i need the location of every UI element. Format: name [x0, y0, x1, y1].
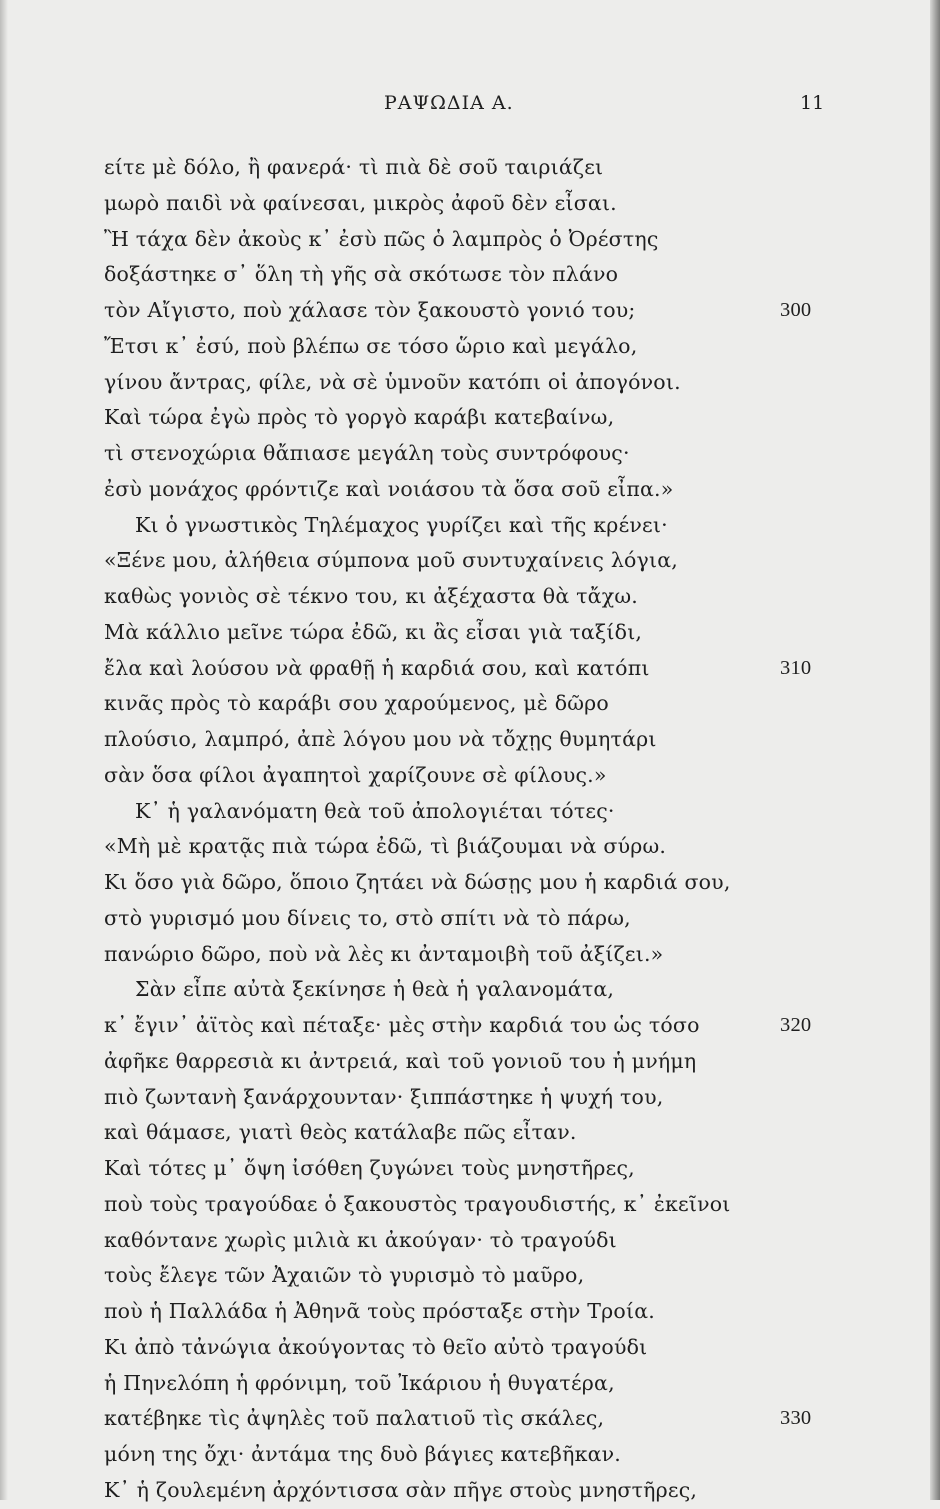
verse-line: [104, 1008, 824, 1044]
verse-line: [104, 1223, 824, 1259]
verse-line: [104, 865, 824, 901]
verse-text: Κι ὁ γνωστικὸς Τηλέμαχος γυρίζει καὶ τῆς κρένει·: [135, 512, 668, 537]
page-number: 11: [800, 92, 825, 114]
verse-text: ποὺ τοὺς τραγούδαε ὁ ξακουστὸς τραγουδιστής, κ᾿ ἐκεῖνοι: [104, 1191, 731, 1216]
verse-line: [104, 1294, 824, 1330]
verse-text: τὶ στενοχώρια θἄπιασε μεγάλη τοὺς συντρόφους·: [104, 441, 630, 465]
verse-line: [104, 1115, 824, 1151]
verse-text: Μὰ κάλλιο μεῖνε τώρα ἐδῶ, κι ἂς εἶσαι γιὰ ταξίδι,: [104, 619, 643, 644]
verse-line-number: 330: [780, 1407, 812, 1430]
verse-line: [104, 472, 824, 508]
page-header: [0, 92, 940, 122]
verse-text: Κ᾿ ἡ ζουλεμένη ἀρχόντισσα σὰν πῆγε στοὺς μνηστῆρες,: [104, 1477, 698, 1502]
verse-text: ἔλα καὶ λούσου νὰ φραθῇ ἡ καρδιά σου, καὶ κατόπι: [104, 655, 650, 680]
verse-line: [104, 150, 824, 186]
verse-line-number: 310: [780, 656, 812, 679]
verse-line: [104, 1044, 824, 1080]
verse-line: [104, 257, 824, 293]
verse-text: ἀφῆκε θαρρεσιὰ κι ἀντρειά, καὶ τοῦ γονιοῦ του ἡ μνήμη: [104, 1048, 697, 1073]
verse-text: καθόντανε χωρὶς μιλιὰ κι ἀκούγαν· τὸ τραγούδι: [104, 1227, 617, 1252]
verse-line: [104, 186, 824, 222]
verse-text: «Ξένε μου, ἀλήθεια σύμπονα μοῦ συντυχαίνεις λόγια,: [104, 548, 679, 573]
verse-line: [104, 579, 824, 615]
verse-text: Καὶ τότες μ᾿ ὄψη ἰσόθεη ζυγώνει τοὺς μνηστῆρες,: [104, 1156, 635, 1180]
verse-line: [104, 686, 824, 722]
verse-line: [104, 1437, 824, 1473]
verse-line: [104, 937, 824, 973]
verse-line: [104, 615, 824, 651]
verse-text: μόνη της ὄχι· ἀντάμα της δυὸ βάγιες κατεβῆκαν.: [104, 1442, 622, 1466]
verse-line: [104, 651, 824, 687]
verse-text: Κ᾿ ἡ γαλανόματη θεὰ τοῦ ἀπολογιέται τότες·: [135, 798, 615, 823]
verse-text: Ἢ τάχα δὲν ἀκοὺς κ᾿ ἐσὺ πῶς ὁ λαμπρὸς ὁ Ὀρέστης: [104, 226, 659, 251]
verse-text: κατέβηκε τὶς ἀψηλὲς τοῦ παλατιοῦ τὶς σκάλες,: [104, 1406, 605, 1431]
verse-text: Ἔτσι κ᾿ ἐσύ, ποὺ βλέπω σε τόσο ὥριο καὶ μεγάλο,: [104, 333, 638, 358]
verse-line: [104, 222, 824, 258]
verse-line: [104, 1151, 824, 1187]
verse-line: [104, 508, 824, 544]
verse-line: [104, 1080, 824, 1116]
verse-line: [104, 543, 824, 579]
verse-text: γίνου ἄντρας, φίλε, νὰ σὲ ὑμνοῦν κατόπι οἱ ἀπογόνοι.: [104, 369, 681, 394]
verse-text: Σὰν εἶπε αὐτὰ ξεκίνησε ἡ θεὰ ἡ γαλανομάτα,: [135, 977, 615, 1002]
verse-text: Κι ὅσο γιὰ δῶρο, ὅποιο ζητάει νὰ δώσῃς μου ἡ καρδιά σου,: [104, 870, 731, 894]
verse-line: [104, 829, 824, 865]
verse-text: Καὶ τώρα ἐγὼ πρὸς τὸ γοργὸ καράβι κατεβαίνω,: [104, 405, 615, 430]
verse-line-number: 320: [780, 1014, 812, 1036]
verse-line: [104, 901, 824, 937]
verse-text: ἐσὺ μονάχος φρόντιζε καὶ νοιάσου τὰ ὅσα σοῦ εἶπα.»: [104, 476, 674, 501]
verse-line: [104, 758, 824, 794]
verse-line: [104, 794, 824, 830]
running-head: ΡΑΨΩΔΙΑ Α.: [384, 92, 514, 114]
verse-text: είτε μὲ δόλο, ἢ φανερά· τὶ πιὰ δὲ σοῦ ταιριάζει: [104, 155, 604, 179]
verse-text: δοξάστηκε σ᾿ ὅλη τὴ γῆς σὰ σκότωσε τὸν πλάνο: [104, 262, 619, 287]
page-left-edge-shadow: [0, 0, 8, 1500]
verse-text: κινᾶς πρὸς τὸ καράβι σου χαρούμενος, μὲ δῶρο: [104, 691, 609, 716]
verse-text: ποὺ ἡ Παλλάδα ἡ Ἀθηνᾶ τοὺς πρόσταξε στὴν Τροία.: [104, 1299, 655, 1323]
verse-text: Κι ἀπὸ τἀνώγια ἀκούγοντας τὸ θεῖο αὐτὸ τραγούδι: [104, 1334, 648, 1359]
poem-text-block: [104, 150, 824, 1509]
verse-text: καὶ θάμασε, γιατὶ θεὸς κατάλαβε πῶς εἶταν.: [104, 1120, 577, 1145]
verse-text: τοὺς ἔλεγε τῶν Ἀχαιῶν τὸ γυρισμὸ τὸ μαῦρο,: [104, 1263, 585, 1288]
verse-text: τὸν Αἴγιστο, ποὺ χάλασε τὸν ξακουστὸ γονιό του;: [104, 298, 636, 322]
verse-line: [104, 1401, 824, 1437]
verse-text: κ᾿ ἔγιν᾿ ἀϊτὸς καὶ πέταξε· μὲς στὴν καρδιά του ὡς τόσο: [104, 1013, 700, 1037]
verse-line: [104, 400, 824, 436]
verse-text: μωρὸ παιδὶ νὰ φαίνεσαι, μικρὸς ἀφοῦ δὲν εἶσαι.: [104, 190, 617, 215]
verse-line-number: 300: [780, 299, 812, 321]
verse-text: πανώριο δῶρο, ποὺ νὰ λὲς κι ἀνταμοιβὴ τοῦ ἀξίζει.»: [104, 941, 664, 966]
verse-text: σὰν ὅσα φίλοι ἀγαπητοὶ χαρίζουνε σὲ φίλους.»: [104, 762, 607, 787]
verse-text: ἡ Πηνελόπη ἡ φρόνιμη, τοῦ Ἰκάριου ἡ θυγατέρα,: [104, 1370, 615, 1395]
verse-text: στὸ γυρισμό μου δίνεις το, στὸ σπίτι νὰ τὸ πάρω,: [104, 905, 631, 930]
verse-line: [104, 1330, 824, 1366]
verse-line: [104, 329, 824, 365]
verse-line: [104, 365, 824, 401]
verse-line: [104, 722, 824, 758]
verse-line: [104, 1258, 824, 1294]
verse-line: [104, 1473, 824, 1509]
verse-line: [104, 1187, 824, 1223]
verse-text: καθὼς γονιὸς σὲ τέκνο του, κι ἀξέχαστα θὰ τἄχω.: [104, 584, 638, 608]
verse-line: [104, 972, 824, 1008]
verse-line: [104, 1366, 824, 1402]
verse-text: «Μὴ μὲ κρατᾷς πιὰ τώρα ἐδῶ, τὶ βιάζουμαι νὰ σύρω.: [104, 834, 667, 859]
verse-line: [104, 293, 824, 329]
verse-text: πιὸ ζωντανὴ ξανάρχουνταν· ξιππάστηκε ἡ ψυχή του,: [104, 1084, 664, 1109]
verse-text: πλούσιο, λαμπρό, ἀπὲ λόγου μου νὰ τὄχῃς θυμητάρι: [104, 727, 657, 751]
verse-line: [104, 436, 824, 472]
page-right-edge-shadow: [930, 0, 940, 1500]
